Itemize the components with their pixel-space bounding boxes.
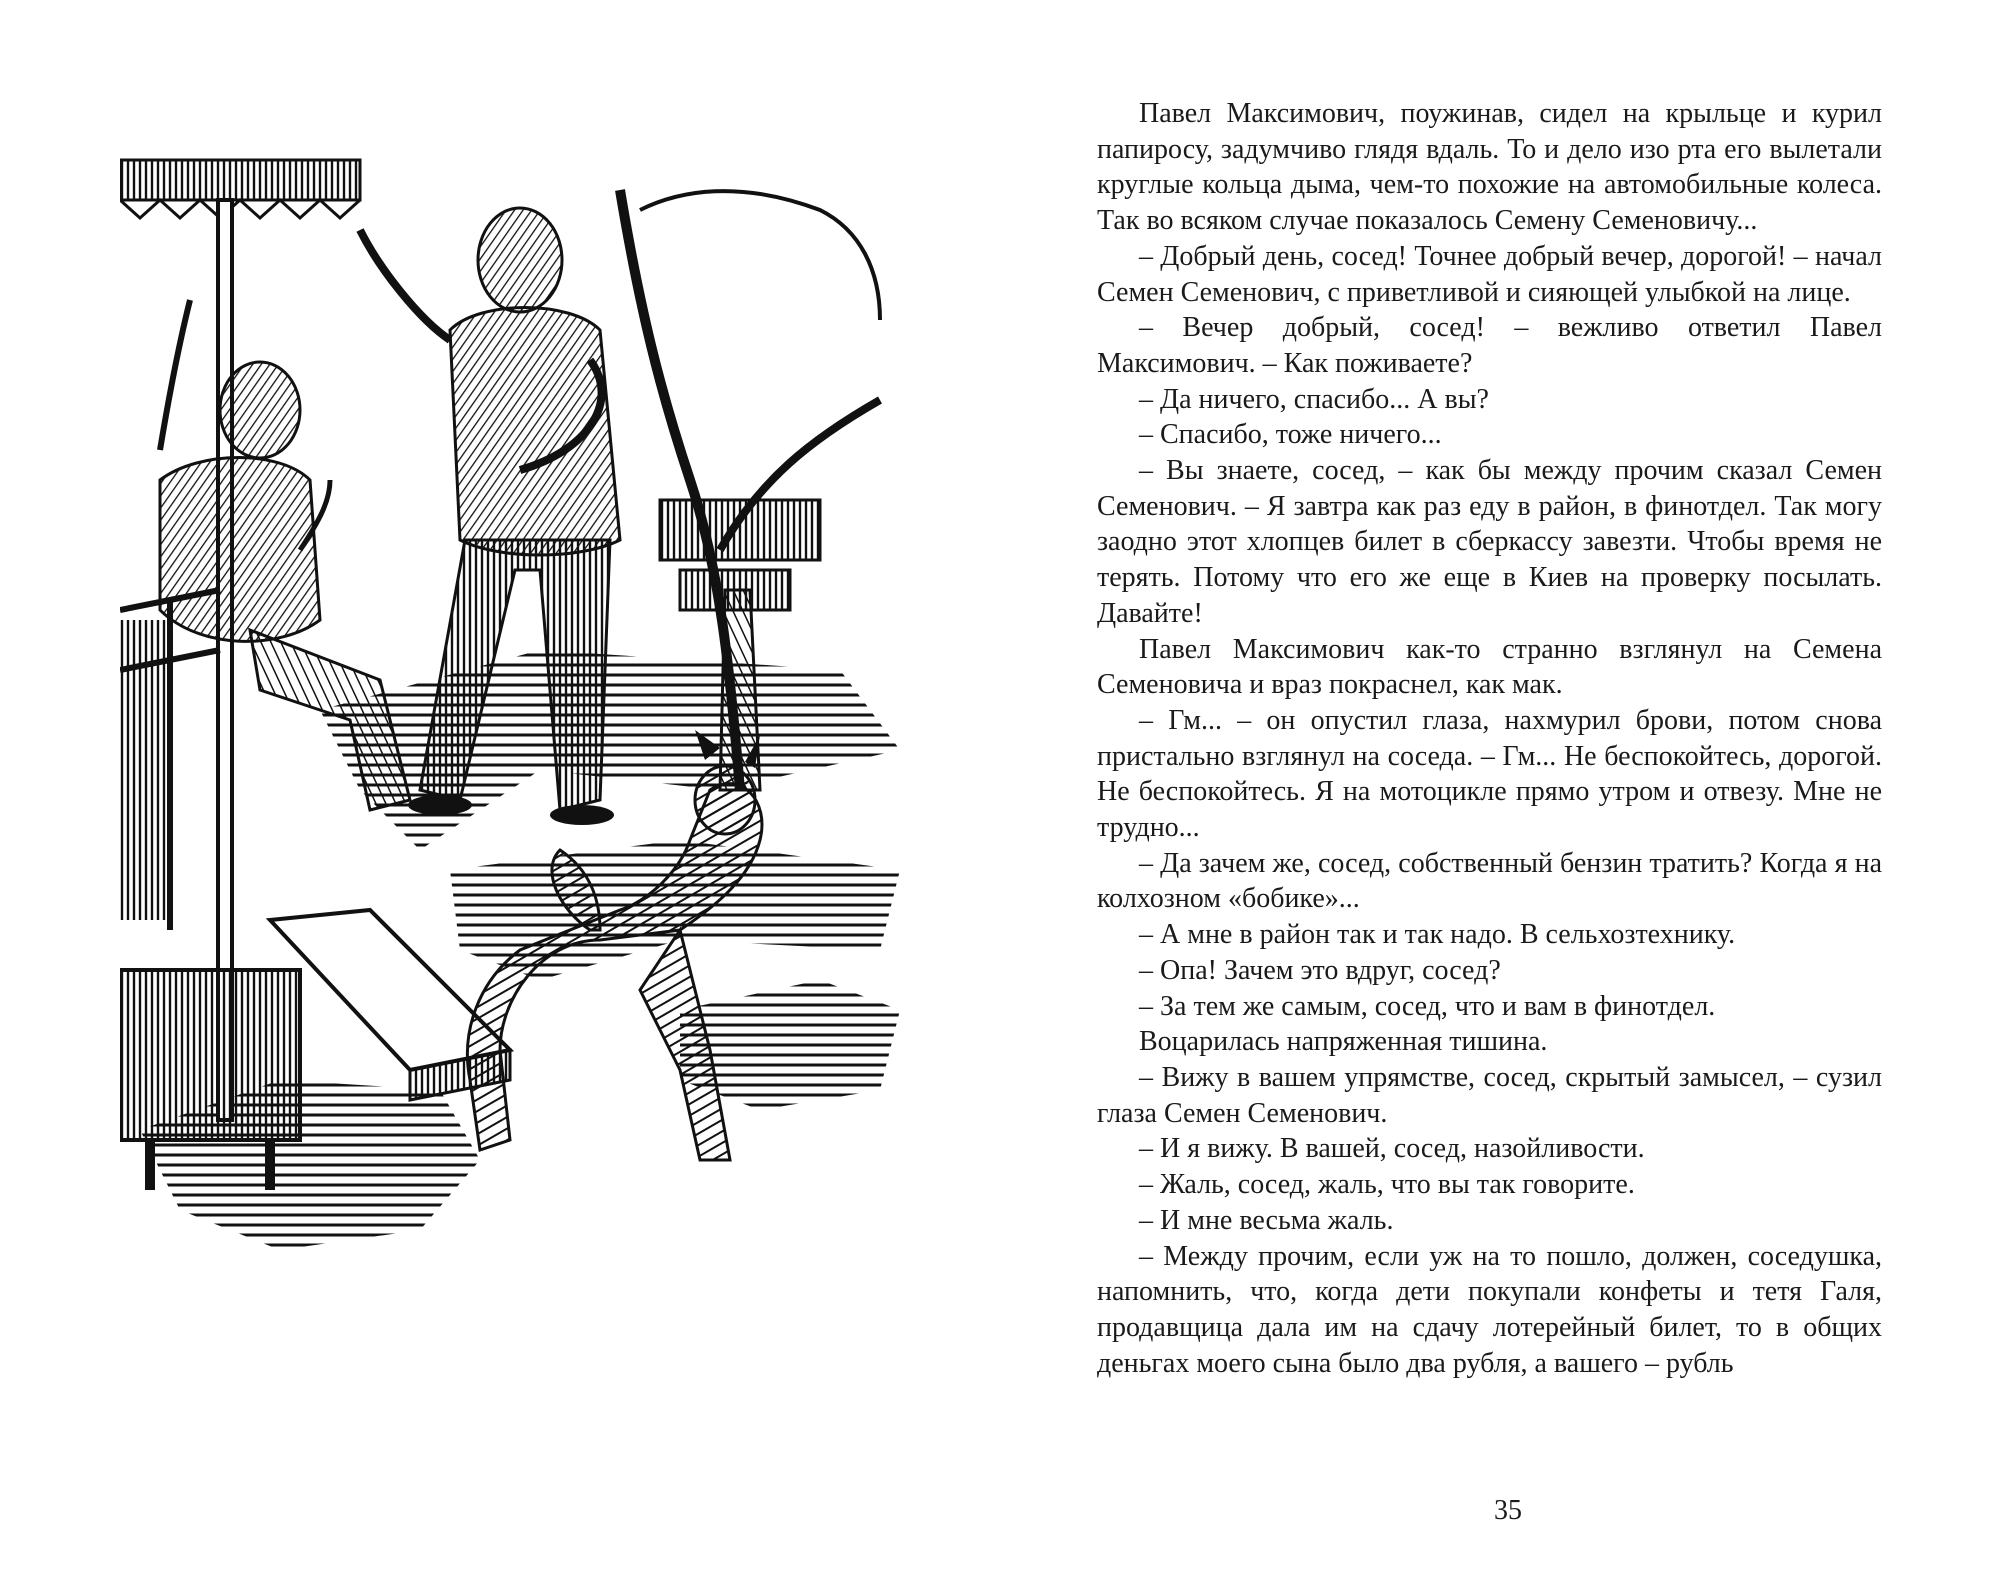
paragraph: – И мне весьма жаль. bbox=[1139, 1204, 1394, 1236]
porch-railing bbox=[120, 590, 220, 930]
seated-man bbox=[160, 300, 410, 810]
paragraph: – За тем же самым, сосед, что и вам в финотдел. bbox=[1139, 990, 1716, 1022]
paragraph: – Спасибо, тоже ничего... bbox=[1139, 419, 1442, 451]
body-text bbox=[1097, 96, 1882, 1381]
paragraph: – Вечер добрый, сосед! – вежливо ответил Павел Максимович. – Как поживаете? bbox=[1097, 312, 1882, 379]
paragraph: Воцарилась напряженная тишина. bbox=[1139, 1026, 1548, 1058]
paragraph: – Жаль, сосед, жаль, что вы так говорите. bbox=[1139, 1169, 1635, 1201]
paragraph: – Гм... – он опустил глаза, нахмурил брови, потом снова пристально взглянул на соседа. – Гм... Не беспокойтесь, дорогой. Не беспокойтесь. Я на мотоцикле прямо утром и отвезу. Мне не трудно... bbox=[1097, 704, 1882, 844]
paragraph: – Да зачем же, сосед, собственный бензин тратить? Когда я на колхозном «бобике»... bbox=[1097, 847, 1882, 915]
paragraph: Павел Максимович, поужинав, сидел на крыльце и курил папиросу, задумчиво глядя вдаль. То и дело изо рта его вылетали круглые кольца дыма, чем-то похожие на автомобильные колеса. Так во всяком случае показалось Семену Семеновичу... bbox=[1097, 98, 1882, 237]
background-fence bbox=[660, 500, 820, 610]
paragraph: – Вы знаете, сосед, – как бы между прочим сказал Семен Семенович. – Я завтра как раз еду в район, в финотдел. Так могу заодно этот хлопцев билет в сберкассу завезти. Чтобы время не терять. Потому что его же еще в Киев на проверку посылать. Давайте! bbox=[1097, 455, 1882, 629]
paragraph: – Между прочим, если уж на то пошло, должен, соседушка, напомнить, что, когда дети покупали конфеты и тетя Галя, продавщица дала им на сдачу лотерейный билет, то в общих деньгах моего сына было два рубля, а вашего – рубль bbox=[1097, 1240, 1882, 1379]
illustration bbox=[120, 150, 900, 1310]
paragraph: – А мне в район так и так надо. В сельхозтехнику. bbox=[1139, 919, 1736, 951]
paragraph: – Да ничего, спасибо... А вы? bbox=[1139, 383, 1489, 415]
right-page bbox=[1000, 0, 2000, 1572]
paragraph: – Опа! Зачем это вдруг, сосед? bbox=[1139, 954, 1501, 986]
paragraph: – Добрый день, сосед! Точнее добрый вечер, дорогой! – начал Семен Семенович, с приветливой и сияющей улыбкой на лице. bbox=[1097, 240, 1882, 308]
page-number: 35 bbox=[1494, 1495, 1522, 1526]
paragraph: – Вижу в вашем упрямстве, сосед, скрытый замысел, – сузил глаза Семен Семенович. bbox=[1097, 1061, 1882, 1129]
paragraph: – И я вижу. В вашей, сосед, назойливости. bbox=[1139, 1133, 1645, 1165]
paragraph: Павел Максимович как-то странно взглянул на Семена Семеновича и враз покраснел, как мак. bbox=[1097, 633, 1882, 701]
